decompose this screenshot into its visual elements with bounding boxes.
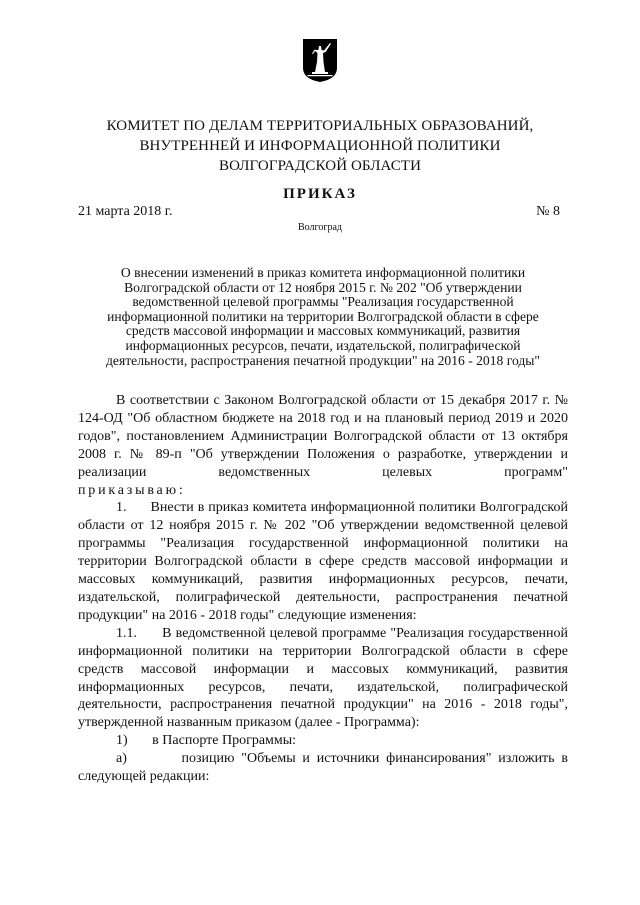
org-line: ВОЛГОГРАДСКОЙ ОБЛАСТИ xyxy=(218,158,422,174)
item-1-number: 1. xyxy=(116,500,127,516)
item-1-1-number: 1.1. xyxy=(116,625,137,641)
org-line: ВНУТРЕННЕЙ И ИНФОРМАЦИОННОЙ ПОЛИТИКИ xyxy=(139,138,501,154)
item-1-1-text: В ведомственной целевой программе "Реализация государственной информационной политики на территории Волгоградской области в сфере средств массовой информации и массовых коммуникаций, развития информационных ресурсов, печати, издательской, полиграфической деятельности, распространения печатной продукции" на 2016 - 2018 годы", утвержденной названным приказом (далее - Программа): xyxy=(78,625,569,731)
subject-line: О внесении изменений в приказ комитета информационной политики xyxy=(120,265,526,280)
subject-line: средств массовой информации и массовых коммуникаций, развития xyxy=(125,323,521,339)
sub-item-1-number: 1) xyxy=(116,733,128,749)
document-date: 21 марта 2018 г. xyxy=(78,204,173,219)
document-number: № 8 xyxy=(536,204,560,219)
subject-line: деятельности, распространения печатной продукции" на 2016 - 2018 годы" xyxy=(106,352,540,368)
sub-item-a-text: позицию "Объемы и источники финансирования" изложить в следующей редакции: xyxy=(78,751,568,785)
sub-item-a-number: а) xyxy=(116,751,127,767)
document-type: ПРИКАЗ xyxy=(283,186,357,202)
organization-name xyxy=(60,116,580,176)
sub-item-1-text: в Паспорте Программы: xyxy=(152,733,297,749)
document-subject xyxy=(78,266,568,368)
volgograd-coat-of-arms-icon xyxy=(302,38,338,83)
document-body xyxy=(78,392,568,786)
item-1-paragraph xyxy=(78,499,568,624)
item-1-1-paragraph xyxy=(78,625,568,732)
order-word: приказываю: xyxy=(78,482,186,498)
sub-item-a-paragraph xyxy=(78,750,568,786)
preamble-paragraph: В соответствии с Законом Волгоградской области от 15 декабря 2017 г. № 124-ОД "Об областном бюджете на 2018 год и на плановый период 2019 и 2020 годов", постановлением Администрации Волгоградской области от 13 октября 2008 г. № 89-п "Об утверждении Положения о разработке, утверждении и реализации ведомственных целевых программ" xyxy=(78,393,568,480)
sub-item-1-paragraph xyxy=(78,732,568,750)
item-1-text: Внести в приказ комитета информационной политики Волгоградской области от 12 ноября 2015 г. № 202 "Об утверждении ведомственной целевой программы "Реализация государственной информационной политики на территории Волгоградской области в сфере средств массовой информации и массовых коммуникаций, развития информационных ресурсов, печати, издательской, полиграфической деятельности, распространения печатной продукции" на 2016 - 2018 годы" следующие изменения: xyxy=(78,500,568,623)
subject-line: информационной политики на территории Волгоградской области в сфере xyxy=(107,308,539,324)
subject-line: информационных ресурсов, печати, издательской, полиграфической xyxy=(125,337,521,353)
subject-line: Волгоградской области от 12 ноября 2015 г. № 202 "Об утверждении xyxy=(124,279,522,295)
subject-line: ведомственной целевой программы "Реализация государственной xyxy=(132,294,514,310)
org-line: КОМИТЕТ ПО ДЕЛАМ ТЕРРИТОРИАЛЬНЫХ ОБРАЗОВАНИЙ, xyxy=(106,118,534,134)
document-city: Волгоград xyxy=(297,222,342,233)
